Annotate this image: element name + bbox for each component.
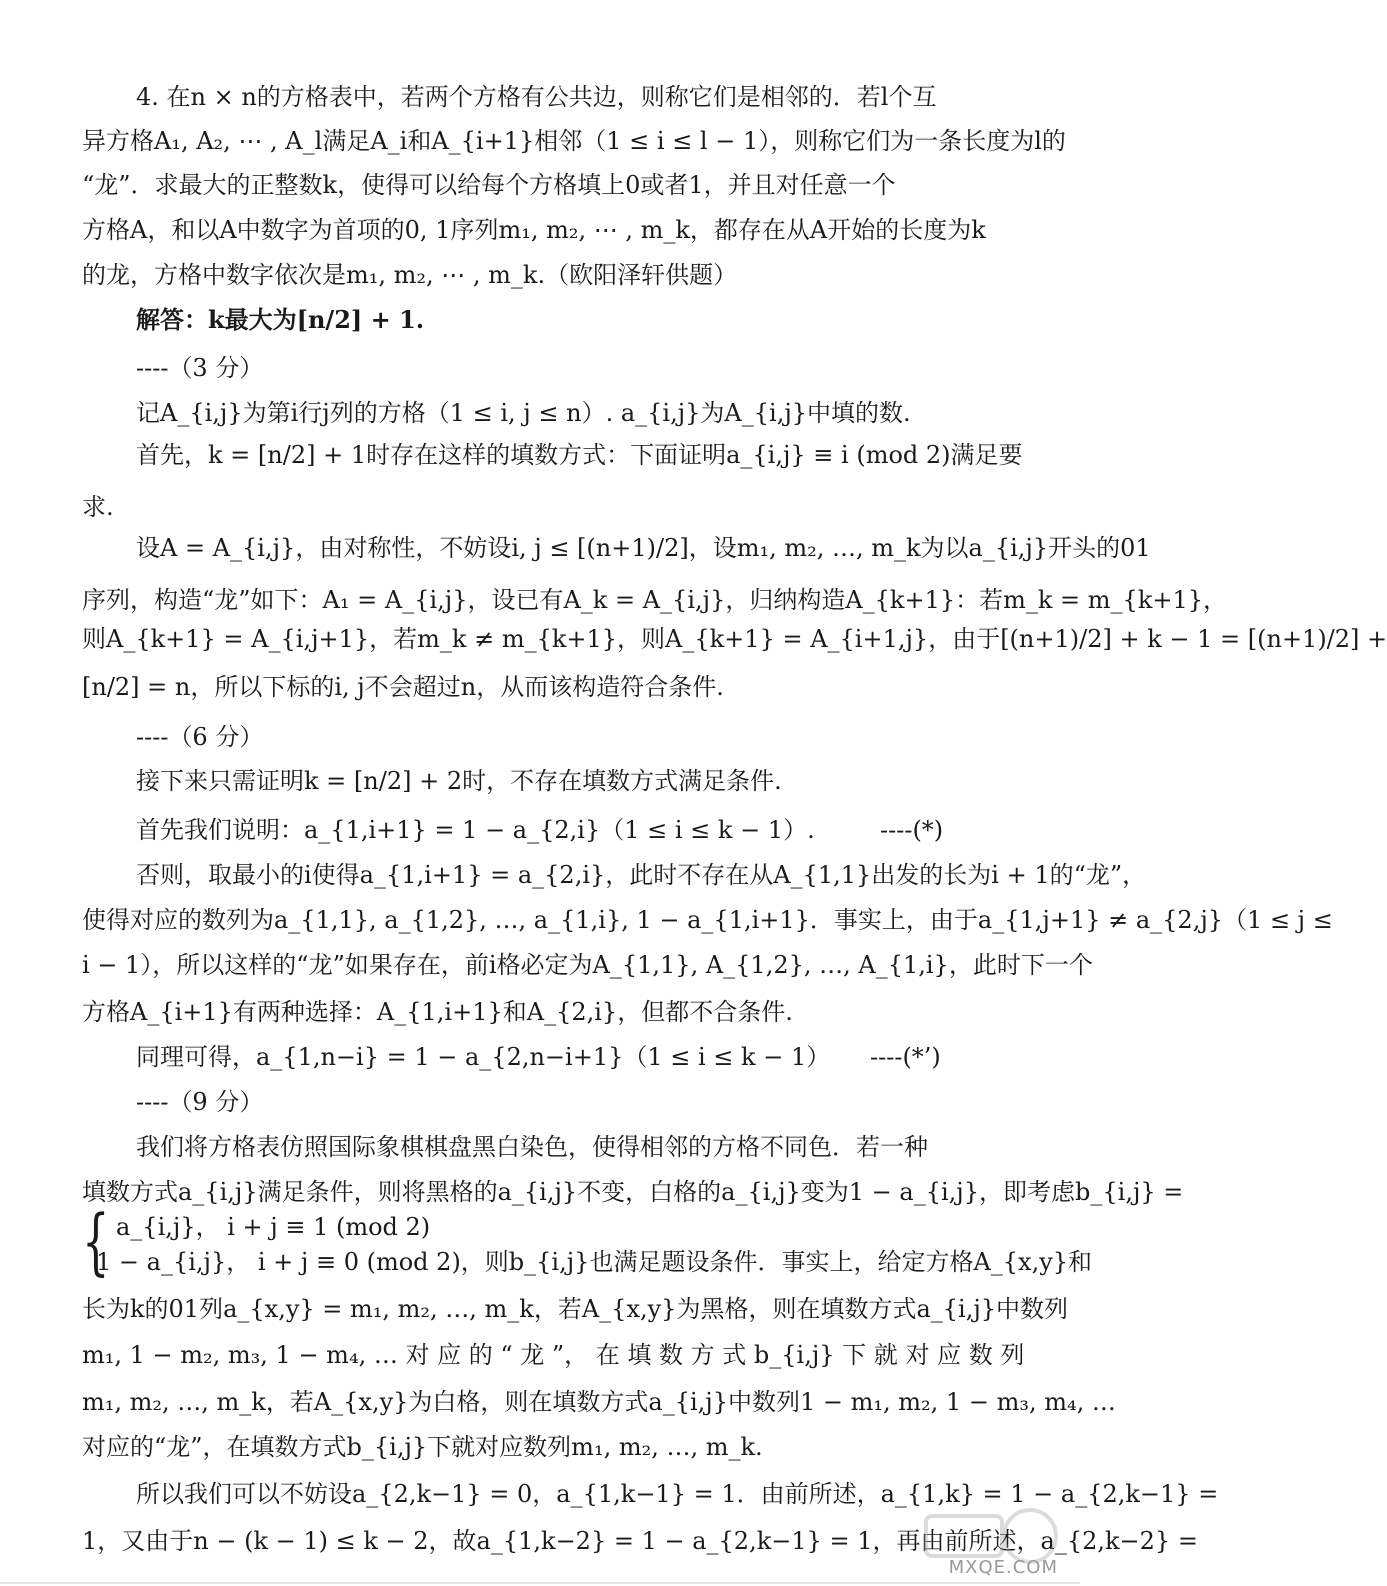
- coloring-line-1: 我们将方格表仿照国际象棋棋盘黑白染色，使得相邻的方格不同色．若一种: [136, 1133, 928, 1161]
- problem-line-1: 4. 在n × n的方格表中，若两个方格有公共边，则称它们是相邻的．若l个互: [136, 83, 937, 111]
- page-bottom-rule: [0, 1582, 1080, 1584]
- score-6: ----（6 分）: [136, 723, 264, 751]
- conclusion-line-2: 1，又由于n − (k − 1) ≤ k − 2，故a_{1,k−2} = 1 − a_{2,k−1} = 1，再由前所述，a_{2,k−2} =: [82, 1527, 1198, 1555]
- symmetric-lemma-line: 同理可得，a_{1,n−i} = 1 − a_{2,n−i+1}（1 ≤ i ≤ k − 1）: [136, 1043, 831, 1071]
- problem-line-2: 异方格A₁, A₂, ⋯ , A_l满足A_i和A_{i+1}相邻（1 ≤ i ≤ l − 1），则称它们为一条长度为l的: [82, 127, 1066, 155]
- proof-line-4: [n/2] = n，所以下标的i, j不会超过n，从而该构造符合条件.: [82, 673, 724, 701]
- construction-line-2: 求.: [82, 493, 114, 521]
- equation-tag-star: ----(*): [880, 816, 944, 844]
- watermark-text: MXQE.COM: [948, 1557, 1058, 1578]
- coloring-line-5: m₁, m₂, …, m_k，若A_{x,y}为白格，则在填数方式a_{i,j}中数列1 − m₁, m₂, 1 − m₃, m₄, …: [82, 1388, 1116, 1416]
- coloring-line-6: 对应的“龙”，在填数方式b_{i,j}下就对应数列m₁, m₂, …, m_k.: [82, 1433, 763, 1461]
- piecewise-brace: {: [82, 1199, 110, 1283]
- problem-line-4: 方格A，和以A中数字为首项的0, 1序列m₁, m₂, ⋯ , m_k，都存在从A开始的长度为k: [82, 216, 986, 244]
- proof-line-3: 则A_{k+1} = A_{i,j+1}，若m_k ≠ m_{k+1}，则A_{k+1} = A_{i+1,j}，由于[(n+1)/2] + k − 1 = [(n+1)/2] +: [82, 625, 1387, 653]
- equation-tag-star-prime: ----(*’): [870, 1043, 941, 1071]
- lemma-proof-line-1: 否则，取最小的i使得a_{1,i+1} = a_{2,i}，此时不存在从A_{1,1}出发的长为i + 1的“龙”，: [136, 861, 1147, 889]
- lemma-proof-line-2: 使得对应的数列为a_{1,1}, a_{1,2}, …, a_{1,i}, 1 − a_{1,i+1}．事实上，由于a_{1,j+1} ≠ a_{2,j}（1 ≤ j ≤: [82, 906, 1333, 934]
- piecewise-case-2: 1 − a_{i,j}， i + j ≡ 0 (mod 2)，则b_{i,j}也满足题设条件．事实上，给定方格A_{x,y}和: [96, 1248, 1093, 1276]
- coloring-line-3: 长为k的01列a_{x,y} = m₁, m₂, …, m_k，若A_{x,y}为黑格，则在填数方式a_{i,j}中数列: [82, 1295, 1069, 1323]
- lemma-proof-line-3: i − 1），所以这样的“龙”如果存在，前i格必定为A_{1,1}, A_{1,2}, …, A_{1,i}，此时下一个: [82, 951, 1093, 979]
- coloring-line-4: m₁, 1 − m₂, m₃, 1 − m₄, … 对 应 的 “ 龙 ”， 在 填 数 方 式 b_{i,j} 下 就 对 应 数 列: [82, 1341, 1025, 1369]
- construction-line-1: 首先，k = [n/2] + 1时存在这样的填数方式：下面证明a_{i,j} ≡ i (mod 2)满足要: [136, 441, 1023, 469]
- score-9: ----（9 分）: [136, 1088, 264, 1116]
- score-3: ----（3 分）: [136, 354, 264, 382]
- answer-heading: 解答：k最大为[n/2] + 1.: [136, 305, 425, 334]
- piecewise-case-1: a_{i,j}， i + j ≡ 1 (mod 2): [116, 1213, 431, 1241]
- problem-line-3: “龙”．求最大的正整数k，使得可以给每个方格填上0或者1，并且对任意一个: [82, 171, 896, 199]
- proof-line-2: 序列，构造“龙”如下：A₁ = A_{i,j}，设已有A_k = A_{i,j}，归纳构造A_{k+1}：若m_k = m_{k+1}，: [82, 586, 1228, 614]
- lemma-proof-line-4: 方格A_{i+1}有两种选择：A_{1,i+1}和A_{2,i}，但都不合条件.: [82, 998, 793, 1026]
- proof-line-1: 设A = A_{i,j}，由对称性，不妨设i, j ≤ [(n+1)/2]，设m₁, m₂, …, m_k为以a_{i,j}开头的01: [136, 534, 1151, 562]
- claim-line: 接下来只需证明k = [n/2] + 2时，不存在填数方式满足条件.: [136, 767, 782, 795]
- notation-line: 记A_{i,j}为第i行j列的方格（1 ≤ i, j ≤ n）. a_{i,j}为A_{i,j}中填的数.: [136, 399, 911, 427]
- conclusion-line-1: 所以我们可以不妨设a_{2,k−1} = 0，a_{1,k−1} = 1．由前所述，a_{1,k} = 1 − a_{2,k−1} =: [136, 1480, 1219, 1508]
- coloring-line-2: 填数方式a_{i,j}满足条件，则将黑格的a_{i,j}不变，白格的a_{i,j}变为1 − a_{i,j}，即考虑b_{i,j} =: [82, 1178, 1184, 1206]
- problem-line-5: 的龙，方格中数字依次是m₁, m₂, ⋯ , m_k.（欧阳泽轩供题）: [82, 261, 738, 289]
- lemma-line: 首先我们说明：a_{1,i+1} = 1 − a_{2,i}（1 ≤ i ≤ k − 1）.: [136, 816, 815, 844]
